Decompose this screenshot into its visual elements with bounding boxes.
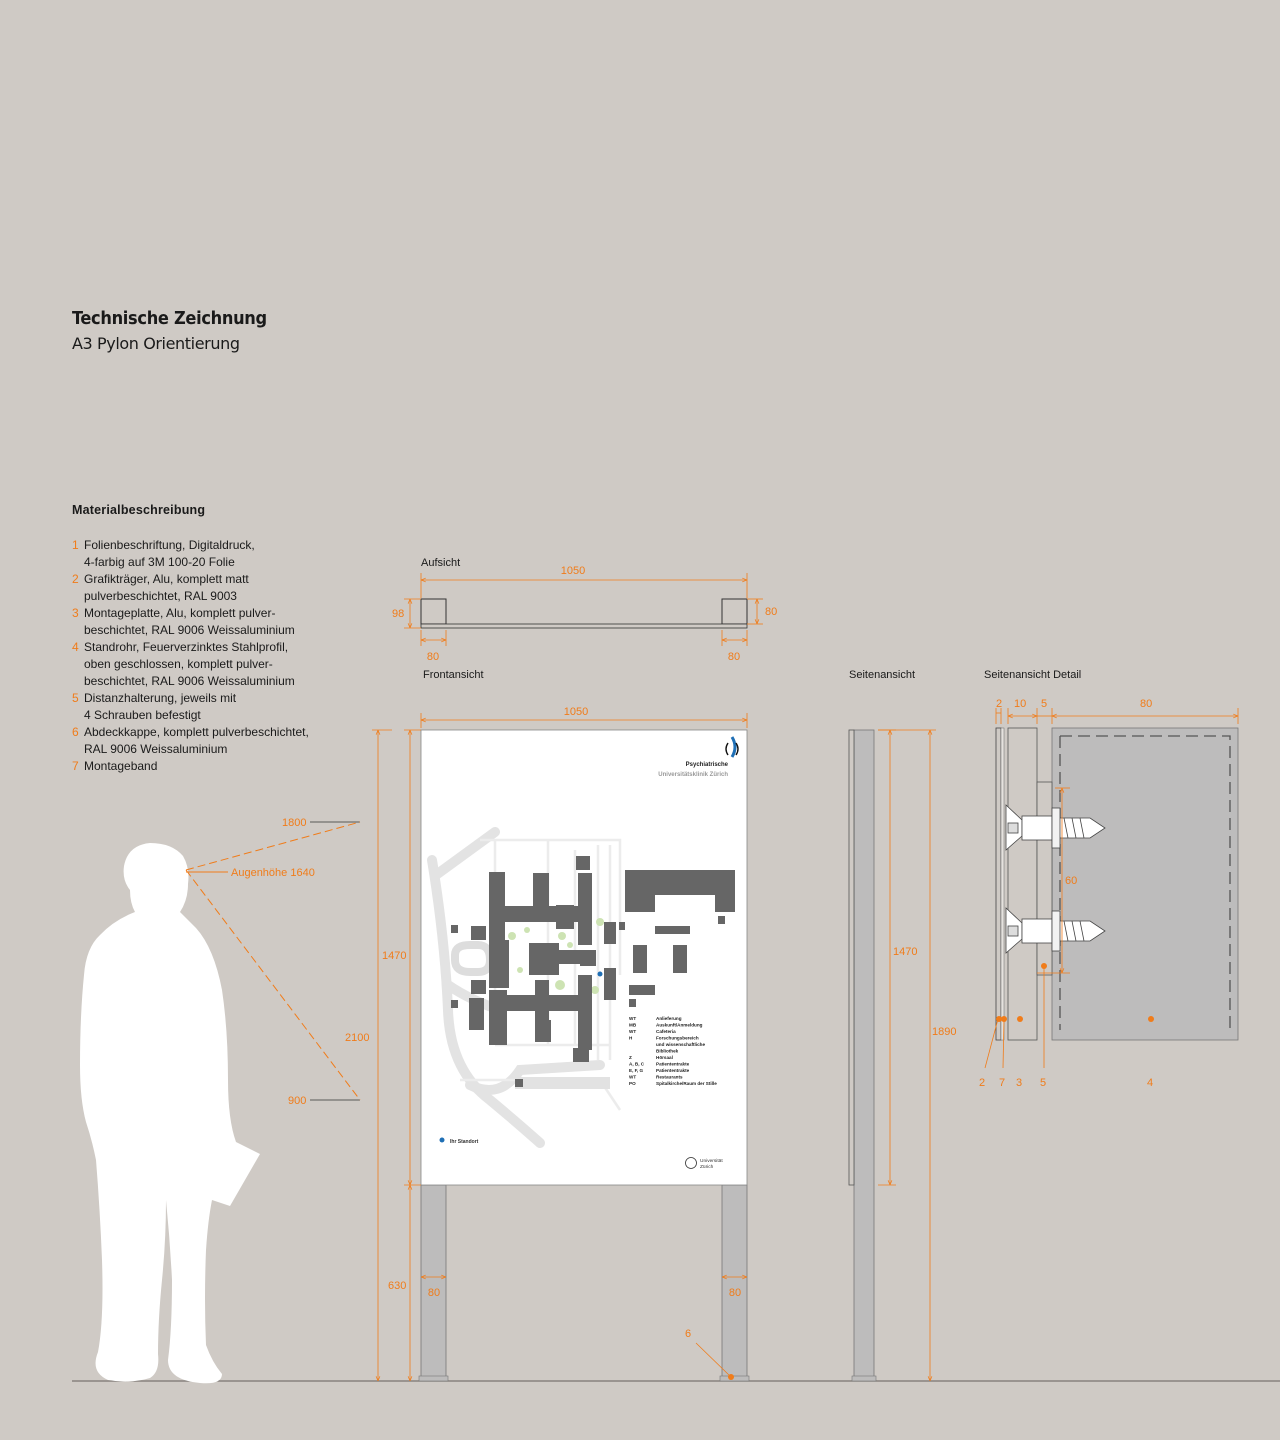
dim-detail-10: 10 <box>1014 698 1027 710</box>
dim-side-panel-height: 1470 <box>893 946 918 958</box>
detail-graphic-carrier <box>996 728 1001 1040</box>
map-legend-text: Restaurants <box>656 1074 683 1080</box>
map-legend-code: WT <box>629 1029 637 1034</box>
map-legend-text: Forschungsbereich <box>656 1035 699 1041</box>
dim-detail-60: 60 <box>1065 875 1078 887</box>
dim-panel-height: 1470 <box>382 950 407 962</box>
dim-front-width: 1050 <box>563 706 589 718</box>
map-legend-code: E, F, G <box>629 1068 644 1073</box>
material-number: 6 <box>72 725 79 739</box>
dim-top-width: 1050 <box>560 565 586 577</box>
dim-top-post-right: 80 <box>727 651 741 663</box>
callout-4: 4 <box>1147 1077 1154 1089</box>
material-text: Abdeckkappe, komplett pulverbeschichtet, RAL 9006 Weissaluminium <box>84 725 309 756</box>
callout-6: 6 <box>685 1328 692 1340</box>
callout-3: 3 <box>1016 1077 1023 1089</box>
detail-post <box>1052 728 1238 1040</box>
dim-post-left: 80 <box>427 1287 441 1299</box>
material-number: 7 <box>72 759 79 773</box>
material-number: 2 <box>72 572 79 586</box>
dim-post-right: 80 <box>728 1287 742 1299</box>
map-legend-text: Patiententrakte <box>656 1061 690 1067</box>
sign-org-line2: Universitätsklinik Zürich <box>658 772 728 778</box>
view-label-detail: Seitenansicht Detail <box>984 669 1082 681</box>
view-label-frontansicht: Frontansicht <box>423 669 484 681</box>
dim-top-post-left: 80 <box>426 651 440 663</box>
map-legend-code: PO <box>629 1081 636 1086</box>
material-text: Folienbeschriftung, Digitaldruck, 4-farbig auf 3M 100-20 Folie <box>84 538 255 569</box>
front-post-right <box>722 1185 747 1378</box>
material-number: 1 <box>72 538 79 552</box>
dim-post-height: 630 <box>388 1280 407 1292</box>
dim-detail-2: 2 <box>996 698 1003 710</box>
top-view <box>392 565 777 663</box>
dim-side-total-height: 1890 <box>932 1026 957 1038</box>
map-legend-text: Spitalkirche/Raum der Stille <box>656 1081 717 1086</box>
front-view <box>345 706 749 1381</box>
dim-top-depth-right: 80 <box>765 606 778 618</box>
material-number: 5 <box>72 691 79 705</box>
map-legend-code: WT <box>629 1074 637 1080</box>
sign-org-line1: Psychiatrische <box>685 762 728 768</box>
top-view-panel <box>421 624 747 628</box>
map-standort-label: Ihr Standort <box>450 1139 479 1145</box>
figure-eye-height: Augenhöhe 1640 <box>231 867 315 879</box>
dim-top-depth-left: 98 <box>392 608 405 620</box>
callout-7: 7 <box>999 1077 1006 1089</box>
map-legend-text: Anlieferung <box>656 1016 682 1021</box>
view-label-seitenansicht: Seitenansicht <box>849 669 916 681</box>
page-subtitle: A3 Pylon Orientierung <box>72 334 240 353</box>
top-view-post-right <box>722 599 747 624</box>
detail-view <box>979 698 1238 1089</box>
material-text: Montageband <box>84 759 158 773</box>
front-post-left <box>421 1185 446 1378</box>
map-legend-text: Bibliothek <box>656 1048 679 1054</box>
map-legend-text: Cafeteria <box>656 1029 676 1034</box>
detail-spacer <box>1037 782 1052 975</box>
callout-5: 5 <box>1040 1077 1047 1089</box>
svg-text:Universität: Universität <box>700 1159 723 1164</box>
top-view-post-left <box>421 599 446 624</box>
map-legend-code: A, B, C <box>629 1061 645 1067</box>
svg-text:Zürich: Zürich <box>700 1165 714 1170</box>
dim-total-height: 2100 <box>345 1032 370 1044</box>
material-text: Standrohr, Feuerverzinktes Stahlprofil, oben geschlossen, komplett pulver- beschichtet, RAL 9006 Weissaluminium <box>84 640 295 688</box>
map-legend-text: Auskunft/Anmeldung <box>656 1022 703 1028</box>
map-legend-code: WT <box>629 1016 637 1021</box>
view-label-aufsicht: Aufsicht <box>421 557 461 569</box>
materials-heading: Materialbeschreibung <box>72 503 206 517</box>
figure-top-line: 1800 <box>282 817 307 829</box>
detail-mount-plate <box>1008 728 1037 1040</box>
side-view <box>849 730 956 1381</box>
map-legend-text: und wissenschaftliche <box>656 1042 706 1047</box>
material-text: Montageplatte, Alu, komplett pulver- beschichtet, RAL 9006 Weissaluminium <box>84 606 295 637</box>
material-text: Grafikträger, Alu, komplett matt pulverbeschichtet, RAL 9003 <box>84 572 249 603</box>
material-text: Distanzhalterung, jeweils mit 4 Schrauben befestigt <box>84 691 237 722</box>
material-number: 3 <box>72 606 79 620</box>
human-silhouette <box>80 843 260 1383</box>
dim-detail-5: 5 <box>1041 698 1048 710</box>
page-title: Technische Zeichnung <box>72 308 267 329</box>
figure-bottom-line: 900 <box>288 1095 307 1107</box>
map-legend-code: H <box>629 1035 633 1041</box>
map-legend-text: Patiententrakte <box>656 1068 690 1073</box>
callout-2: 2 <box>979 1077 986 1089</box>
map-legend-text: Hörsaal <box>656 1055 673 1060</box>
map-legend-code: MB <box>629 1022 637 1028</box>
cap-right <box>720 1376 749 1381</box>
map-legend-code: Z <box>629 1055 632 1060</box>
material-number: 4 <box>72 640 79 654</box>
dim-detail-80: 80 <box>1140 698 1153 710</box>
callout-dot-6 <box>728 1374 734 1380</box>
